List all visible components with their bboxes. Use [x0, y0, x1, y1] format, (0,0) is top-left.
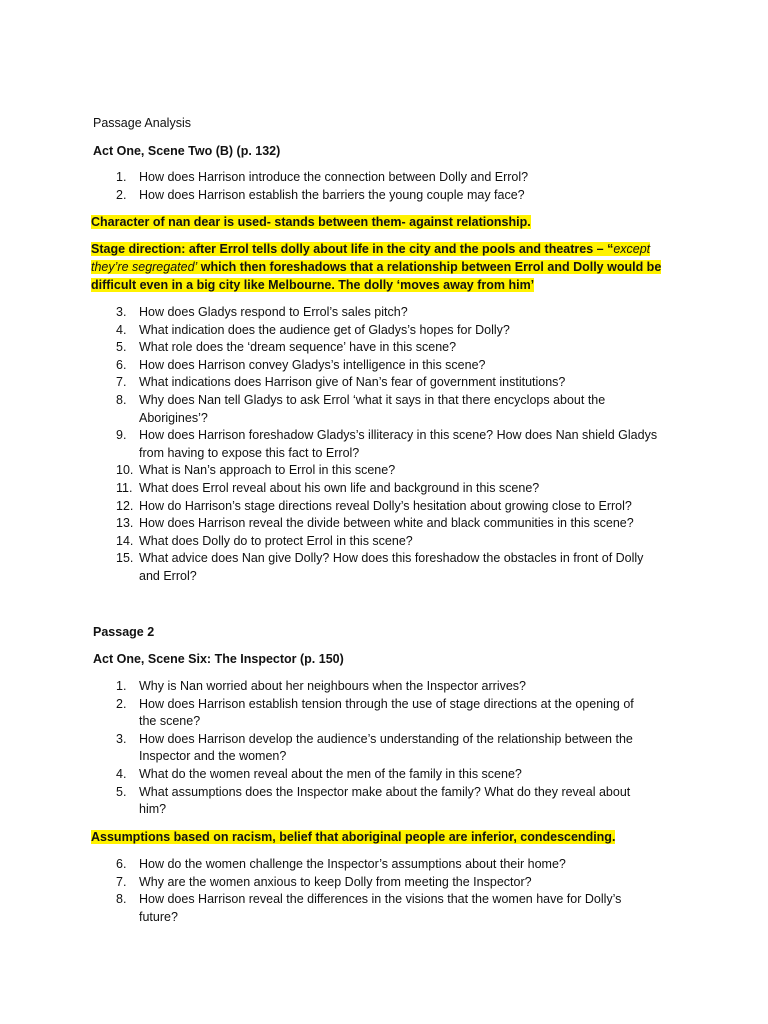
list-item: 8. Why does Nan tell Gladys to ask Errol ‘what it says in that there encyclops about the Aborigines’?	[116, 392, 606, 425]
list-item: 8. How does Harrison reveal the differences in the visions that the women have for Dolly’s future?	[116, 892, 622, 924]
passage1-questions-a	[93, 169, 699, 204]
list-item: 7. What indications does Harrison give of Nan’s fear of government institutions?	[116, 375, 566, 390]
passage2-questions-b	[93, 856, 699, 926]
list-item: 14. What does Dolly do to protect Errol in this scene?	[116, 533, 413, 548]
scene-two-subheading: Act One, Scene Two (B) (p. 132)	[93, 144, 281, 158]
list-item: 9. How does Harrison foreshadow Gladys’s illiteracy in this scene? How does Nan shield Gladys from having to expose this fact to Errol?	[116, 428, 658, 460]
highlight-note-3: Assumptions based on racism, belief that aboriginal people are inferior, condescending.	[91, 830, 616, 844]
list-item: 10. What is Nan’s approach to Errol in this scene?	[116, 463, 396, 478]
passage-2-heading: Passage 2	[93, 625, 155, 639]
list-item: 2. How does Harrison establish tension through the use of stage directions at the opening of the scene?	[116, 696, 634, 729]
list-item: 15. What advice does Nan give Dolly? How does this foreshadow the obstacles in front of Dolly and Errol?	[116, 551, 644, 583]
list-item: 7. Why are the women anxious to keep Dolly from meeting the Inspector?	[116, 874, 532, 889]
highlight-note-1: Character of nan dear is used- stands between them- against relationship.	[91, 215, 531, 229]
passage1-questions-b	[93, 304, 699, 586]
list-item: 1. Why is Nan worried about her neighbours when the Inspector arrives?	[116, 679, 527, 693]
passage-analysis-heading: Passage Analysis	[93, 116, 191, 130]
list-item: 3. How does Harrison develop the audience’s understanding of the relationship between the Inspector and the women?	[116, 731, 633, 764]
list-item: 5. What assumptions does the Inspector make about the family? What do they reveal about him?	[116, 784, 631, 817]
scene-six-subheading: Act One, Scene Six: The Inspector (p. 150)	[93, 652, 344, 666]
list-item: 2. How does Harrison establish the barriers the young couple may face?	[116, 187, 525, 202]
passage2-questions-a	[93, 678, 699, 819]
list-item: 3. How does Gladys respond to Errol’s sales pitch?	[116, 305, 408, 319]
list-item: 1. How does Harrison introduce the connection between Dolly and Errol?	[116, 170, 529, 184]
list-item: 11. What does Errol reveal about his own life and background in this scene?	[116, 480, 540, 495]
list-item: 12. How do Harrison’s stage directions reveal Dolly’s hesitation about growing close to Errol?	[116, 498, 632, 513]
list-item: 13. How does Harrison reveal the divide between white and black communities in this scene?	[116, 516, 634, 531]
list-item: 6. How do the women challenge the Inspector’s assumptions about their home?	[116, 857, 566, 871]
list-item: 4. What do the women reveal about the men of the family in this scene?	[116, 766, 522, 781]
list-item: 4. What indication does the audience get of Gladys’s hopes for Dolly?	[116, 322, 510, 337]
list-item: 5. What role does the ‘dream sequence’ have in this scene?	[116, 340, 457, 355]
highlight-note-2: Stage direction: after Errol tells dolly about life in the city and the pools and theatres – “except they’re segregated’ which then foreshadows that a relationship between Errol and Dolly would be difficult even in a big city like Melbourne. The dolly ‘moves away from him’	[91, 242, 662, 292]
list-item: 6. How does Harrison convey Gladys’s intelligence in this scene?	[116, 357, 486, 372]
